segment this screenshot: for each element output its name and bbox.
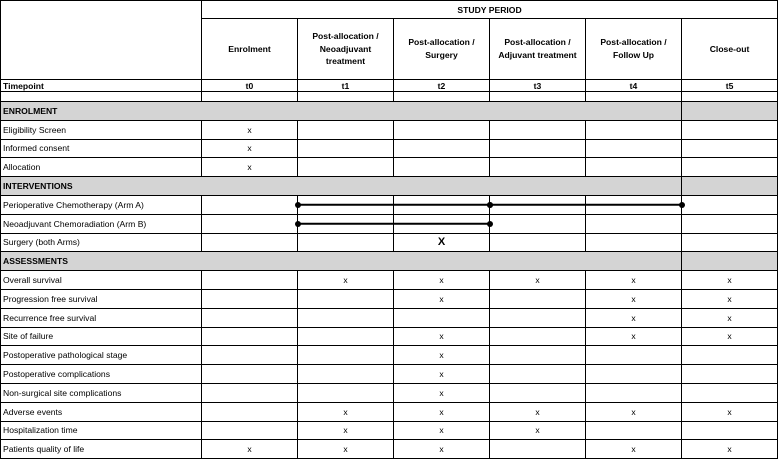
mark: x bbox=[727, 406, 732, 417]
mark: x bbox=[631, 275, 636, 286]
column-header-follow-up: Post-allocation / Follow Up bbox=[586, 19, 682, 80]
cell bbox=[586, 214, 682, 233]
mark: x bbox=[727, 275, 732, 286]
mark: x bbox=[631, 312, 636, 323]
row-label-adverse-events: Adverse events bbox=[1, 402, 202, 421]
cell bbox=[202, 383, 298, 402]
cell bbox=[682, 158, 778, 177]
cell bbox=[586, 365, 682, 384]
cell bbox=[490, 308, 586, 327]
cell bbox=[394, 139, 490, 158]
treatment-duration-bar bbox=[490, 204, 682, 207]
cell bbox=[394, 402, 490, 421]
cell bbox=[394, 289, 490, 308]
mark: x bbox=[631, 444, 636, 455]
section-fill bbox=[682, 252, 778, 271]
section-fill bbox=[682, 177, 778, 196]
mark: x bbox=[439, 331, 444, 342]
mark: x bbox=[439, 387, 444, 398]
mark: x bbox=[439, 350, 444, 361]
table-row bbox=[1, 402, 778, 421]
cell bbox=[586, 120, 682, 139]
cell bbox=[490, 402, 586, 421]
cell bbox=[394, 158, 490, 177]
mark: x bbox=[727, 331, 732, 342]
cell bbox=[682, 271, 778, 290]
mark: x bbox=[727, 312, 732, 323]
cell bbox=[202, 346, 298, 365]
cell bbox=[202, 421, 298, 440]
cell bbox=[682, 440, 778, 459]
timepoint-t4: t4 bbox=[586, 80, 682, 92]
cell bbox=[490, 158, 586, 177]
cell bbox=[394, 308, 490, 327]
cell bbox=[682, 308, 778, 327]
study-period-heading: STUDY PERIOD bbox=[202, 1, 778, 19]
cell bbox=[202, 308, 298, 327]
cell bbox=[298, 195, 394, 214]
column-header-enrolment: Enrolment bbox=[202, 19, 298, 80]
cell bbox=[394, 440, 490, 459]
table-row bbox=[1, 271, 778, 290]
cell bbox=[682, 214, 778, 233]
cell bbox=[682, 289, 778, 308]
row-label-site-of-failure: Site of failure bbox=[1, 327, 202, 346]
cell bbox=[682, 139, 778, 158]
cell bbox=[586, 289, 682, 308]
cell bbox=[202, 139, 298, 158]
row-label-informed-consent: Informed consent bbox=[1, 139, 202, 158]
cell bbox=[490, 289, 586, 308]
mark: x bbox=[535, 275, 540, 286]
cell bbox=[682, 233, 778, 252]
cell bbox=[586, 233, 682, 252]
mark: x bbox=[439, 444, 444, 455]
table-row bbox=[1, 365, 778, 384]
mark: x bbox=[631, 406, 636, 417]
cell bbox=[586, 383, 682, 402]
mark: x bbox=[439, 369, 444, 380]
cell bbox=[394, 346, 490, 365]
row-label-perioperative-chemotherapy-arm-a: Perioperative Chemotherapy (Arm A) bbox=[1, 195, 202, 214]
treatment-duration-bar bbox=[298, 222, 490, 225]
cell bbox=[586, 421, 682, 440]
cell bbox=[394, 421, 490, 440]
timepoint-t5: t5 bbox=[682, 80, 778, 92]
mark: x bbox=[631, 331, 636, 342]
table-row bbox=[1, 440, 778, 459]
cell bbox=[682, 120, 778, 139]
bar-start-dot bbox=[487, 202, 493, 208]
row-label-patients-quality-of-life: Patients quality of life bbox=[1, 440, 202, 459]
mark: x bbox=[631, 293, 636, 304]
cell bbox=[298, 402, 394, 421]
mark: x bbox=[247, 162, 252, 173]
cell bbox=[490, 346, 586, 365]
column-header-close-out: Close-out bbox=[682, 19, 778, 80]
cell bbox=[682, 421, 778, 440]
cell bbox=[586, 327, 682, 346]
cell bbox=[298, 289, 394, 308]
cell bbox=[394, 327, 490, 346]
bar-start-dot bbox=[295, 221, 301, 227]
cell bbox=[490, 120, 586, 139]
timepoint-t0: t0 bbox=[202, 80, 298, 92]
cell bbox=[394, 271, 490, 290]
table-row bbox=[1, 383, 778, 402]
cell bbox=[298, 365, 394, 384]
cell bbox=[202, 289, 298, 308]
section-row-assessments bbox=[1, 252, 778, 271]
table-row bbox=[1, 139, 778, 158]
cell bbox=[298, 308, 394, 327]
section-row-interventions bbox=[1, 177, 778, 196]
cell bbox=[202, 120, 298, 139]
table-row bbox=[1, 421, 778, 440]
cell bbox=[298, 440, 394, 459]
table-row bbox=[1, 308, 778, 327]
timepoint-t1: t1 bbox=[298, 80, 394, 92]
cell bbox=[586, 308, 682, 327]
row-label-postoperative-pathological-stage: Postoperative pathological stage bbox=[1, 346, 202, 365]
table-row bbox=[1, 120, 778, 139]
mark: x bbox=[535, 425, 540, 436]
cell bbox=[202, 214, 298, 233]
cell bbox=[298, 327, 394, 346]
treatment-duration-bar bbox=[298, 204, 490, 207]
cell bbox=[490, 139, 586, 158]
bar-start-dot bbox=[295, 202, 301, 208]
table-row bbox=[1, 195, 778, 214]
cell bbox=[394, 383, 490, 402]
cell bbox=[394, 233, 490, 252]
row-label-progression-free-survival: Progression free survival bbox=[1, 289, 202, 308]
column-header-surgery: Post-allocation / Surgery bbox=[394, 19, 490, 80]
cell bbox=[202, 158, 298, 177]
section-row-enrolment bbox=[1, 102, 778, 121]
cell bbox=[202, 271, 298, 290]
row-label-neoadjuvant-chemoradiation-arm-b: Neoadjuvant Chemoradiation (Arm B) bbox=[1, 214, 202, 233]
timepoint-t3: t3 bbox=[490, 80, 586, 92]
section-fill bbox=[682, 102, 778, 121]
cell bbox=[298, 421, 394, 440]
mark: x bbox=[343, 444, 348, 455]
cell bbox=[586, 346, 682, 365]
section-title-assessments: ASSESSMENTS bbox=[1, 252, 682, 271]
mark: x bbox=[343, 275, 348, 286]
cell bbox=[490, 365, 586, 384]
mark: x bbox=[343, 406, 348, 417]
cell bbox=[490, 327, 586, 346]
cell bbox=[298, 120, 394, 139]
spacer-row bbox=[1, 92, 778, 102]
cell bbox=[586, 440, 682, 459]
row-label-allocation: Allocation bbox=[1, 158, 202, 177]
table-row bbox=[1, 327, 778, 346]
cell bbox=[202, 440, 298, 459]
cell bbox=[202, 327, 298, 346]
table-row bbox=[1, 158, 778, 177]
cell bbox=[586, 402, 682, 421]
cell bbox=[490, 271, 586, 290]
cell bbox=[490, 383, 586, 402]
column-header-adjuvant: Post-allocation / Adjuvant treatment bbox=[490, 19, 586, 80]
timepoint-t2: t2 bbox=[394, 80, 490, 92]
cell bbox=[682, 383, 778, 402]
mark: X bbox=[437, 236, 446, 249]
cell bbox=[298, 214, 394, 233]
table-row bbox=[1, 289, 778, 308]
cell bbox=[490, 421, 586, 440]
cell bbox=[394, 365, 490, 384]
row-label-non-surgical-site-complications: Non-surgical site complications bbox=[1, 383, 202, 402]
row-label-postoperative-complications: Postoperative complications bbox=[1, 365, 202, 384]
mark: x bbox=[439, 275, 444, 286]
row-label-eligibility-screen: Eligibility Screen bbox=[1, 120, 202, 139]
mark: x bbox=[535, 406, 540, 417]
row-label-surgery-both-arms: Surgery (both Arms) bbox=[1, 233, 202, 252]
mark: x bbox=[727, 444, 732, 455]
bar-end-dot bbox=[679, 202, 685, 208]
mark: x bbox=[439, 293, 444, 304]
cell bbox=[298, 383, 394, 402]
section-title-interventions: INTERVENTIONS bbox=[1, 177, 682, 196]
row-label-hospitalization-time: Hospitalization time bbox=[1, 421, 202, 440]
mark: x bbox=[247, 143, 252, 154]
cell bbox=[682, 327, 778, 346]
cell bbox=[490, 440, 586, 459]
cell bbox=[682, 365, 778, 384]
table-row bbox=[1, 346, 778, 365]
cell bbox=[298, 139, 394, 158]
cell bbox=[490, 195, 586, 214]
cell bbox=[682, 346, 778, 365]
cell bbox=[586, 139, 682, 158]
cell bbox=[298, 233, 394, 252]
mark: x bbox=[439, 425, 444, 436]
column-header-neoadjuvant: Post-allocation / Neoadjuvant treatment bbox=[298, 19, 394, 80]
cell bbox=[298, 346, 394, 365]
section-title-enrolment: ENROLMENT bbox=[1, 102, 682, 121]
table-row bbox=[1, 233, 778, 252]
cell bbox=[682, 402, 778, 421]
bar-end-dot bbox=[487, 221, 493, 227]
cell bbox=[298, 271, 394, 290]
mark: x bbox=[727, 293, 732, 304]
cell bbox=[202, 365, 298, 384]
row-label-overall-survival: Overall survival bbox=[1, 271, 202, 290]
mark: x bbox=[439, 406, 444, 417]
cell bbox=[586, 271, 682, 290]
mark: x bbox=[247, 444, 252, 455]
cell bbox=[490, 233, 586, 252]
cell bbox=[298, 158, 394, 177]
timepoint-label: Timepoint bbox=[1, 80, 202, 92]
row-label-recurrence-free-survival: Recurrence free survival bbox=[1, 308, 202, 327]
cell bbox=[394, 120, 490, 139]
corner-cell bbox=[1, 1, 202, 80]
mark: x bbox=[343, 425, 348, 436]
cell bbox=[202, 195, 298, 214]
table-row bbox=[1, 214, 778, 233]
cell bbox=[490, 214, 586, 233]
cell bbox=[586, 158, 682, 177]
cell bbox=[202, 233, 298, 252]
cell bbox=[202, 402, 298, 421]
cell bbox=[682, 195, 778, 214]
mark: x bbox=[247, 124, 252, 135]
